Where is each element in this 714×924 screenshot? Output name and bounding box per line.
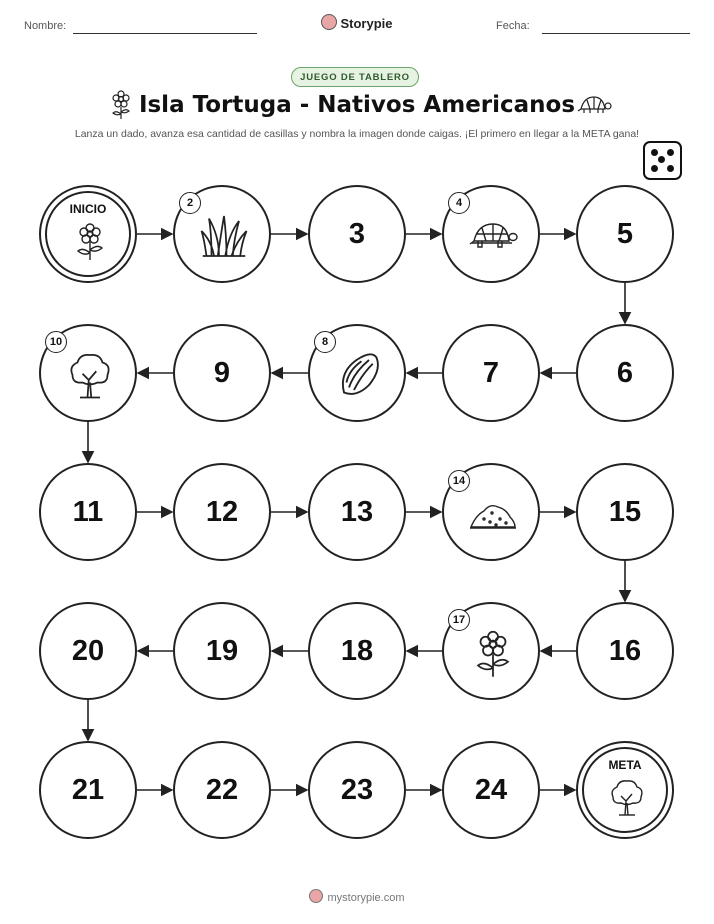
space-number: 3 [348,218,366,250]
board-space-4 [442,185,540,283]
space-number-tag: 10 [45,331,67,353]
space-number: 11 [72,496,104,528]
storypie-logo-icon [309,889,323,903]
space-number: 23 [340,774,374,806]
board-space-10 [39,324,137,422]
board-space-17 [442,602,540,700]
board-space-2 [173,185,271,283]
name-label: Nombre: [24,20,67,32]
board-space-8 [308,324,406,422]
board-space-1 [39,185,137,283]
space-number: 12 [205,496,239,528]
date-label: Fecha: [496,20,530,32]
space-number: 18 [340,635,374,667]
board-space-25 [576,741,674,839]
board-space-12 [173,463,271,561]
space-number: 9 [213,357,231,389]
space-number: 6 [616,357,634,389]
tree-icon [607,777,647,817]
flower-icon [70,221,110,261]
turtle-icon [468,211,518,261]
seed-icon [334,350,384,400]
space-number: 20 [71,635,105,667]
board-space-22 [173,741,271,839]
space-number: 7 [482,357,500,389]
space-number: 5 [616,218,634,250]
board-space-19 [173,602,271,700]
board-space-24 [442,741,540,839]
flower-icon [468,628,518,678]
space-number-tag: 8 [314,331,336,353]
space-label: INICIO [69,202,107,216]
dirt-pile-icon [468,489,518,539]
board-space-18 [308,602,406,700]
space-number: 21 [71,774,105,806]
board-space-6 [576,324,674,422]
board-space-20 [39,602,137,700]
board-space-21 [39,741,137,839]
board-space-23 [308,741,406,839]
space-number-tag: 4 [448,192,470,214]
board-space-11 [39,463,137,561]
space-number: 19 [205,635,239,667]
space-number-tag: 2 [179,192,201,214]
space-label: META [608,758,642,772]
board-space-7 [442,324,540,422]
board-space-5 [576,185,674,283]
space-number: 22 [205,774,239,806]
footer [0,889,714,904]
footer-url[interactable]: mystorypie.com [327,892,405,904]
board-space-9 [173,324,271,422]
board-space-3 [308,185,406,283]
board-space-16 [576,602,674,700]
game-type-badge: JUEGO DE TABLERO [291,67,419,87]
space-number: 16 [608,635,642,667]
space-number-tag: 17 [448,609,470,631]
space-number: 13 [340,496,374,528]
grass-icon [199,211,249,261]
space-number: 15 [608,496,642,528]
space-number-tag: 14 [448,470,470,492]
tree-icon [65,350,115,400]
board-space-14 [442,463,540,561]
page-title: Isla Tortuga - Nativos Americanos [138,92,576,118]
board-space-15 [576,463,674,561]
board-space-13 [308,463,406,561]
space-number: 24 [474,774,508,806]
instructions: Lanza un dado, avanza esa cantidad de casillas y nombra la imagen donde caigas. ¡El primero en llegar a la META gana! [74,128,640,140]
brand-name: Storypie [340,16,393,31]
